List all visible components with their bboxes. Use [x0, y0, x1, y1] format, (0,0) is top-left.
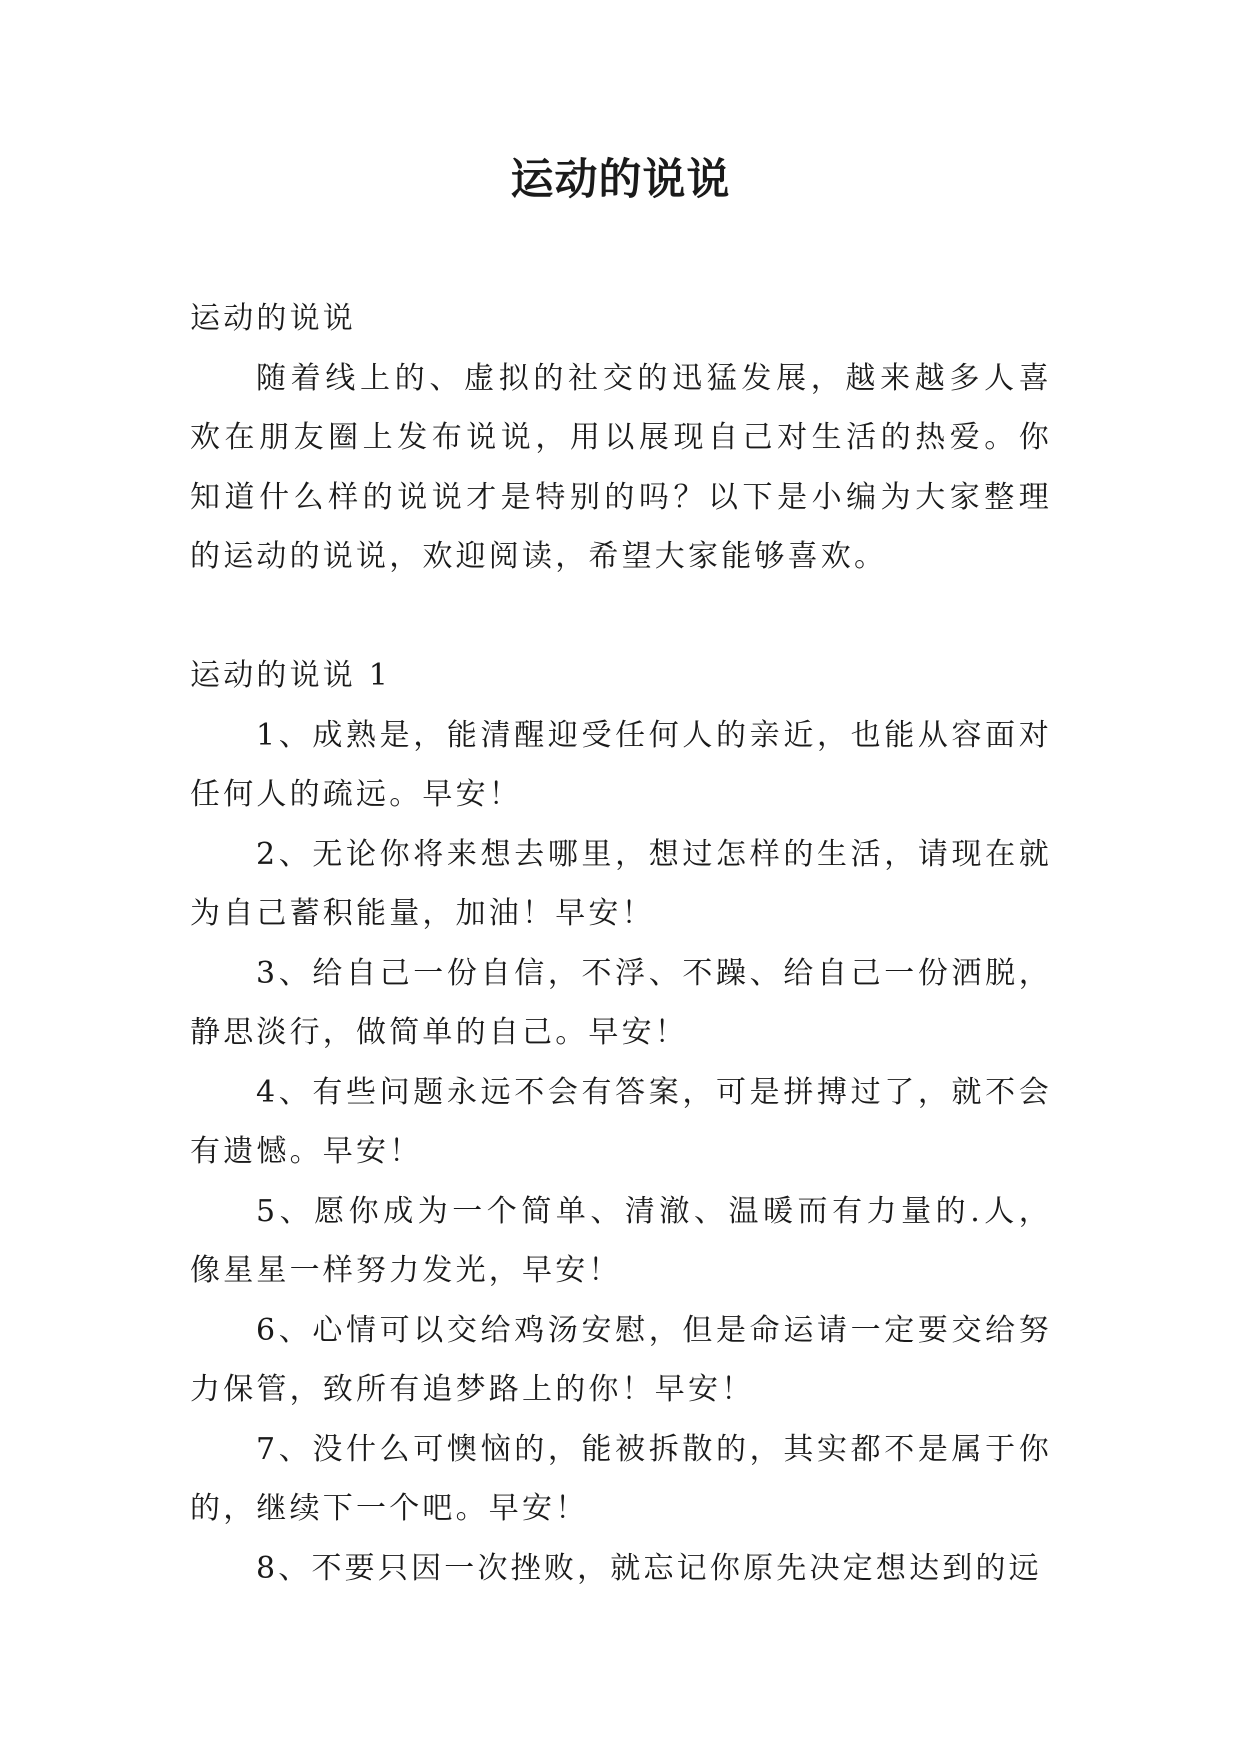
list-item: 3、给自己一份自信，不浮、不躁、给自己一份洒脱，静思淡行，做简单的自己。早安！: [190, 955, 1052, 1050]
list-item: 6、心情可以交给鸡汤安慰，但是命运请一定要交给努力保管，致所有追梦路上的你！早安！: [190, 1312, 1052, 1407]
subtitle: 运动的说说: [190, 301, 356, 336]
list-item: 2、无论你将来想去哪里，想过怎样的生活，请现在就为自己蓄积能量，加油！早安！: [190, 836, 1052, 931]
list-item: 4、有些问题永远不会有答案，可是拼搏过了，就不会有遗憾。早安！: [190, 1074, 1052, 1169]
paragraph-gap: [190, 587, 1052, 647]
document-title: 运动的说说: [510, 155, 731, 205]
document-body: [190, 289, 1052, 1598]
intro-paragraph: 随着线上的、虚拟的社交的迅猛发展，越来越多人喜欢在朋友圈上发布说说，用以展现自己对生活的热爱。你知道什么样的说说才是特别的吗？以下是小编为大家整理的运动的说说，欢迎阅读，希望大家能够喜欢。: [190, 360, 1052, 574]
list-item: 8、不要只因一次挫败，就忘记你原先决定想达到的远: [256, 1550, 1042, 1586]
list-item: 1、成熟是，能清醒迎受任何人的亲近，也能从容面对任何人的疏远。早安！: [190, 717, 1052, 812]
list-item: 5、愿你成为一个简单、清澈、温暖而有力量的.人，像星星一样努力发光，早安！: [190, 1193, 1052, 1288]
list-item: 7、没什么可懊恼的，能被拆散的，其实都不是属于你的，继续下一个吧。早安！: [190, 1431, 1052, 1526]
section-heading: 运动的说说 1: [190, 658, 392, 693]
